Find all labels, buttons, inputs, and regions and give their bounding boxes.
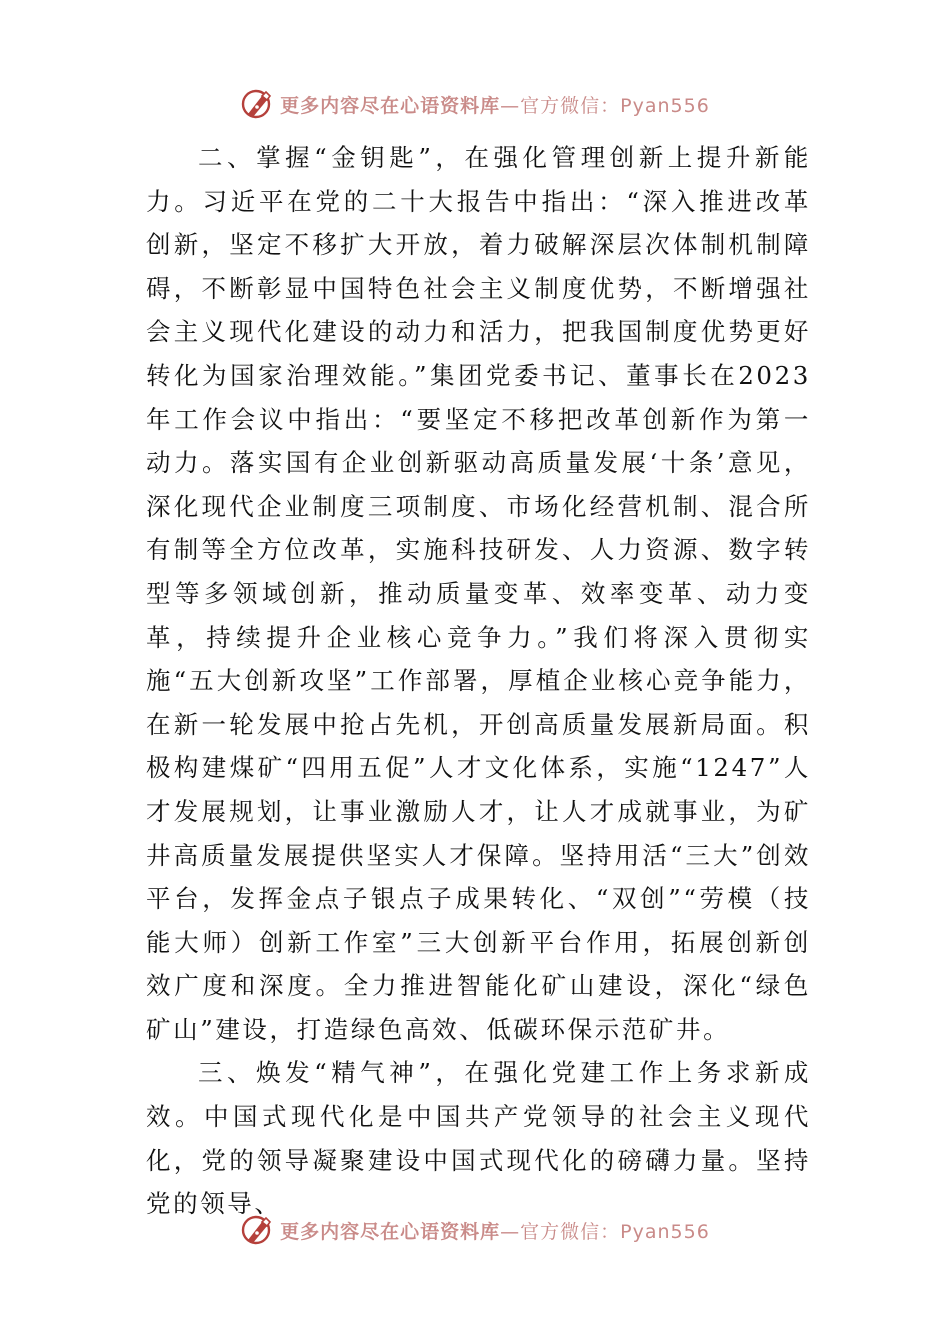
banner-dash: — xyxy=(500,1220,521,1243)
banner-official-text: 官方微信：Pyan556 xyxy=(520,1220,710,1243)
footer-banner xyxy=(0,1210,950,1250)
pen-nib-logo-icon xyxy=(240,1213,274,1247)
banner-dash: — xyxy=(500,94,521,117)
paragraph: 二、掌握“金钥匙”，在强化管理创新上提升新能力。习近平在党的二十大报告中指出：“深入推进改革创新，坚定不移扩大开放，着力破解深层次体制机制障碍，不断彰显中国特色社会主义制度优势，不断增强社会主义现代化建设的动力和活力，把我国制度优势更好转化为国家治理效能。”集团党委书记、董事长在2023年工作会议中指出：“要坚定不移把改革创新作为第一动力。落实国有企业创新驱动高质量发展‘十条’意见，深化现代企业制度三项制度、市场化经营机制、混合所有制等全方位改革，实施科技研发、人力资源、数字转型等多领域创新，推动质量变革、效率变革、动力变革，持续提升企业核心竞争力。”我们将深入贯彻实施“五大创新攻坚”工作部署，厚植企业核心竞争能力，在新一轮发展中抢占先机，开创高质量发展新局面。积极构建煤矿“四用五促”人才文化体系，实施“1247”人才发展规划，让事业激励人才，让人才成就事业，为矿井高质量发展提供坚实人才保障。坚持用活“三大”创效平台，发挥金点子银点子成果转化、“双创”“劳模（技能大师）创新工作室”三大创新平台作用，拓展创新创效广度和深度。全力推进智能化矿山建设，深化“绿色矿山”建设，打造绿色高效、低碳环保示范矿井。 xyxy=(146,143,811,1044)
document-body xyxy=(146,136,811,1226)
banner-text xyxy=(280,1217,710,1244)
banner-lead-text: 更多内容尽在心语资料库 xyxy=(280,1220,501,1243)
pen-nib-logo-icon xyxy=(240,87,274,121)
banner-lead-text: 更多内容尽在心语资料库 xyxy=(280,94,501,117)
paragraph: 三、焕发“精气神”，在强化党建工作上务求新成效。中国式现代化是中国共产党领导的社会主义现代化，党的领导凝聚建设中国式现代化的磅礴力量。坚持党的领导、 xyxy=(146,1058,811,1219)
header-banner xyxy=(0,84,950,124)
banner-official-text: 官方微信：Pyan556 xyxy=(520,94,710,117)
banner-text xyxy=(280,91,710,118)
